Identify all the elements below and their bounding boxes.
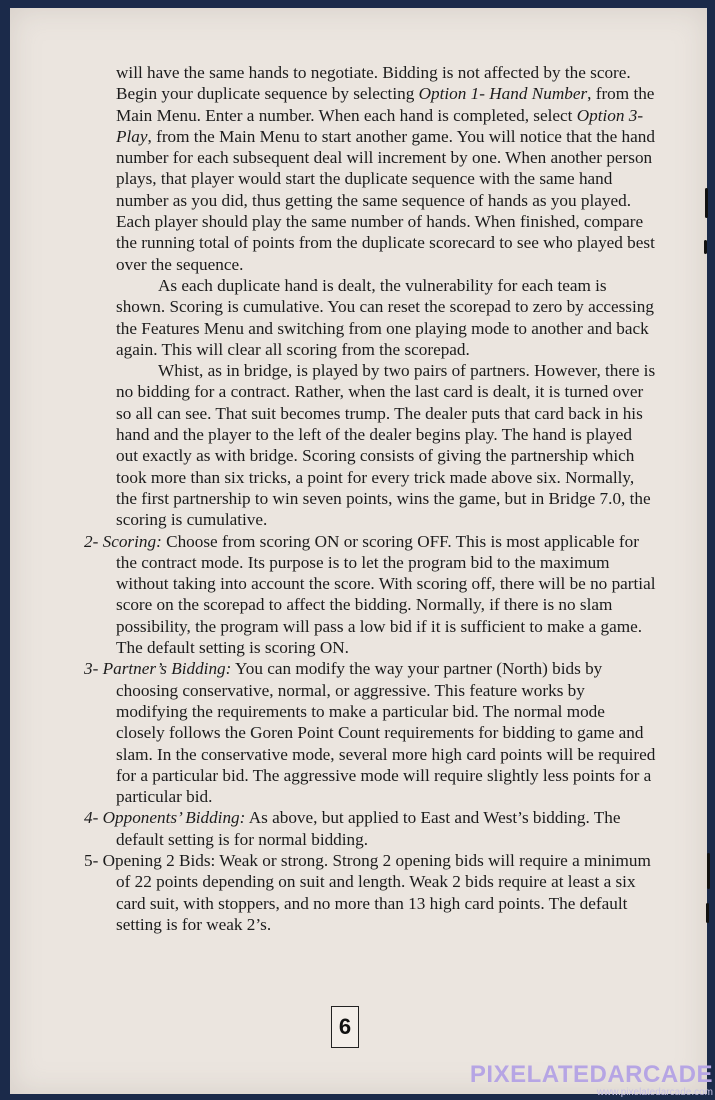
binding-mark bbox=[706, 903, 709, 923]
option-label: 3- Partner’s Bidding: bbox=[84, 659, 232, 679]
page-number: 6 bbox=[331, 1006, 359, 1048]
option-opening-2-bids bbox=[76, 850, 656, 935]
text-segment: You can modify the way your partner (North) bids by choosing conservative, normal, or aggressive. This feature works by modifying the requirements to make a particular bid. The normal mode closely follows the Goren Point Count requirements for bidding to game and slam. In the conservative mode, several more high card points will be required for a particular bid. The aggressive mode will require slightly less points for a particular bid. bbox=[116, 659, 656, 807]
binding-mark bbox=[707, 853, 710, 889]
text-segment: As above, but applied to East and West’s bidding. The default setting is for normal bidding. bbox=[116, 808, 621, 849]
option-scoring bbox=[76, 531, 656, 659]
option-label: 4- Opponents’ Bidding: bbox=[84, 808, 246, 828]
duplicate-scoring-paragraph bbox=[76, 275, 656, 360]
whist-paragraph bbox=[76, 360, 656, 530]
text-segment: will have the same hands to negotiate. Bidding is not affected by the score. Begin your duplicate sequence by selecting bbox=[116, 63, 631, 104]
manual-page bbox=[10, 8, 707, 1094]
text-segment: As each duplicate hand is dealt, the vulnerability for each team is shown. Scoring is cumulative. You can reset the scorepad to zero by accessing the Features Menu and switching from one playing mode to another and back again. This will clear all scoring from the scorepad. bbox=[116, 275, 654, 359]
text-segment: , from the Main Menu to start another game. You will notice that the hand number for each subsequent deal will increment by one. When another person plays, that player would start the duplicate sequence with the same hand number as you did, thus getting the same sequence of hands as you played. Each player should play the same number of hands. When finished, compare the running total of points from the duplicate scorecard to see who played best over the sequence. bbox=[116, 126, 655, 274]
binding-mark bbox=[705, 188, 708, 218]
watermark-url: www.pixelatedarcade.com bbox=[596, 1087, 713, 1098]
continuation-paragraph bbox=[76, 62, 656, 275]
watermark-title: PIXELATEDARCADE bbox=[469, 1061, 713, 1088]
body-text bbox=[76, 62, 656, 935]
option-label: Option 1- Hand Number bbox=[418, 84, 588, 104]
option-label: 2- Scoring: bbox=[84, 531, 162, 551]
text-segment: 5- Opening 2 Bids: Weak or strong. Strong 2 opening bids will require a minimum of 22 points depending on suit and length. Weak 2 bids require at least a six card suit, with stoppers, and no more than 13 high card points. The default setting is for weak 2’s. bbox=[84, 850, 651, 934]
option-label: Option 3- Play bbox=[116, 105, 644, 146]
watermark bbox=[470, 1062, 713, 1098]
option-opponents-bidding bbox=[76, 807, 656, 850]
binding-mark bbox=[704, 240, 707, 254]
text-segment: , from the Main Menu. Enter a number. When each hand is completed, select bbox=[116, 84, 655, 125]
text-segment: Choose from scoring ON or scoring OFF. This is most applicable for the contract mode. Its purpose is to let the program bid to the maximum without taking into account the score. With scoring off, there will be no partial score on the scorepad to affect the bidding. Normally, if there is no slam possibility, the program will pass a low bid if it is sufficient to make a game. The default setting is scoring ON. bbox=[116, 531, 656, 658]
option-partners-bidding bbox=[76, 658, 656, 807]
text-segment: Whist, as in bridge, is played by two pairs of partners. However, there is no bidding for a contract. Rather, when the last card is dealt, it is turned over so all can see. That suit becomes trump. The dealer puts that card back in his hand and the player to the left of the dealer begins play. The hand is played out exactly as with bridge. Scoring consists of giving the partnership which took more than six tricks, a point for every trick made above six. Normally, the first partnership to win seven points, wins the game, but in Bridge 7.0, the scoring is cumulative. bbox=[116, 361, 656, 530]
